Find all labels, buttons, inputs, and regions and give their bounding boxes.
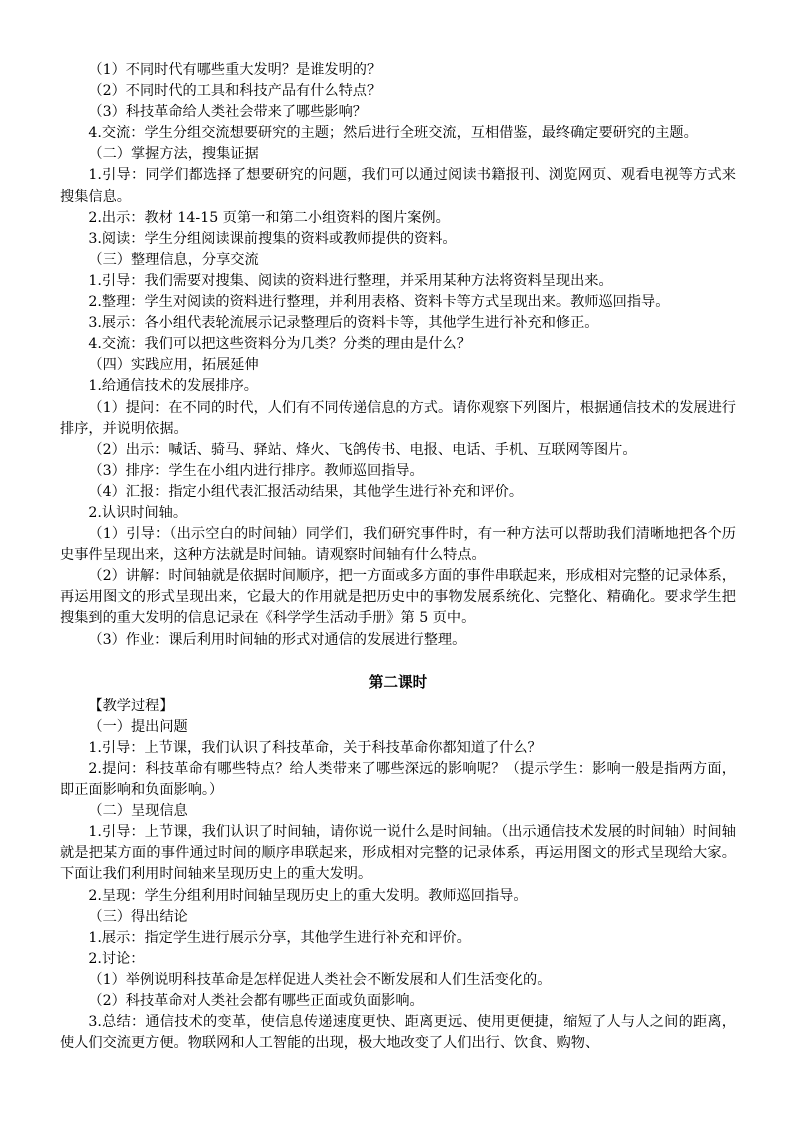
- subheading: （二）掌握方法，搜集证据: [88, 146, 259, 163]
- subheading: 【教学过程】: [88, 697, 174, 714]
- paragraph: （2）出示：喊话、骑马、驿站、烽火、飞鸽传书、电报、电话、手机、互联网等图片。: [88, 441, 637, 458]
- subheading: （三）得出结论: [88, 908, 188, 925]
- paragraph: （2）讲解：时间轴就是依据时间顺序，把一方面或多方面的事件串联起来，形成相对完整的记录体系，再运用图文的形式呈现出来，它最大的作用就是把历史中的事物发展系统化、完整化、精确化。要求学生把搜集到的重大发明的信息记录在《科学学生活动手册》第 5 页中。: [60, 568, 736, 627]
- paragraph: 1.引导：上节课，我们认识了科技革命，关于科技革命你都知道了什么？: [88, 739, 542, 756]
- paragraph: （2）不同时代的工具和科技产品有什么特点？: [88, 83, 382, 100]
- subheading: （三）整理信息，分享交流: [88, 251, 259, 268]
- document-page: [60, 60, 736, 1054]
- section-heading: 第二课时: [368, 673, 428, 691]
- paragraph: （1）引导：（出示空白的时间轴）同学们，我们研究事件时，有一种方法可以帮助我们清晰地把各个历史事件呈现出来，这种方法就是时间轴。请观察时间轴有什么特点。: [60, 526, 736, 564]
- paragraph: 1.给通信技术的发展排序。: [88, 378, 258, 395]
- paragraph: （3）科技革命给人类社会带来了哪些影响？: [88, 104, 367, 121]
- paragraph: 3.展示：各小组代表轮流展示记录整理后的资料卡等，其他学生进行补充和修正。: [88, 315, 599, 332]
- subheading: （四）实践应用，拓展延伸: [88, 357, 259, 374]
- paragraph: 1.引导：我们需要对搜集、阅读的资料进行整理，并采用某种方法将资料呈现出来。: [88, 272, 613, 289]
- paragraph: 2.讨论：: [88, 950, 145, 967]
- paragraph: 4.交流：学生分组交流想要研究的主题；然后进行全班交流，互相借鉴，最终确定要研究的主题。: [88, 125, 698, 142]
- paragraph: （3）排序：学生在小组内进行排序。教师巡回指导。: [88, 462, 424, 479]
- paragraph: （1）举例说明科技革命是怎样促进人类社会不断发展和人们生活变化的。: [88, 971, 552, 988]
- subheading: （一）提出问题: [88, 718, 188, 735]
- paragraph: 1.展示：指定学生进行展示分享，其他学生进行补充和评价。: [88, 929, 471, 946]
- paragraph: （1）不同时代有哪些重大发明？是谁发明的？: [88, 62, 382, 78]
- paragraph: （3）作业：课后利用时间轴的形式对通信的发展进行整理。: [88, 631, 467, 648]
- paragraph: 2.提问：科技革命有哪些特点？给人类带来了哪些深远的影响呢？（提示学生：影响一般是指两方面，即正面影响和负面影响。）: [60, 761, 736, 799]
- paragraph: 3.阅读：学生分组阅读课前搜集的资料或教师提供的资料。: [88, 230, 457, 247]
- subheading: （二）呈现信息: [88, 803, 188, 820]
- paragraph: （2）科技革命对人类社会都有哪些正面或负面影响。: [88, 993, 424, 1010]
- paragraph: 3.总结：通信技术的变革，使信息传递速度更快、距离更远、使用更便捷，缩短了人与人之间的距离，使人们交流更方便。物联网和人工智能的出现，极大地改变了人们出行、饮食、购物、: [60, 1014, 736, 1052]
- paragraph: 1.引导：上节课，我们认识了时间轴，请你说一说什么是时间轴。（出示通信技术发展的时间轴）时间轴就是把某方面的事件通过时间的顺序串联起来，形成相对完整的记录体系，再运用图文的形式呈现给大家。下面让我们利用时间轴来呈现历史上的重大发明。: [60, 824, 736, 883]
- paragraph: 2.整理：学生对阅读的资料进行整理，并利用表格、资料卡等方式呈现出来。教师巡回指导。: [88, 294, 670, 311]
- paragraph: 2.认识时间轴。: [88, 504, 188, 521]
- paragraph: 2.出示：教材 14-15 页第一和第二小组资料的图片案例。: [88, 209, 450, 226]
- paragraph: （4）汇报：指定小组代表汇报活动结果，其他学生进行补充和评价。: [88, 483, 524, 500]
- paragraph: （1）提问：在不同的时代，人们有不同传递信息的方式。请你观察下列图片，根据通信技术的发展进行排序，并说明依据。: [60, 399, 736, 437]
- paragraph: 1.引导：同学们都选择了想要研究的问题，我们可以通过阅读书籍报刊、浏览网页、观看电视等方式来搜集信息。: [60, 167, 736, 205]
- paragraph: 4.交流：我们可以把这些资料分为几类？分类的理由是什么？: [88, 336, 471, 353]
- paragraph: 2.呈现：学生分组利用时间轴呈现历史上的重大发明。教师巡回指导。: [88, 887, 528, 904]
